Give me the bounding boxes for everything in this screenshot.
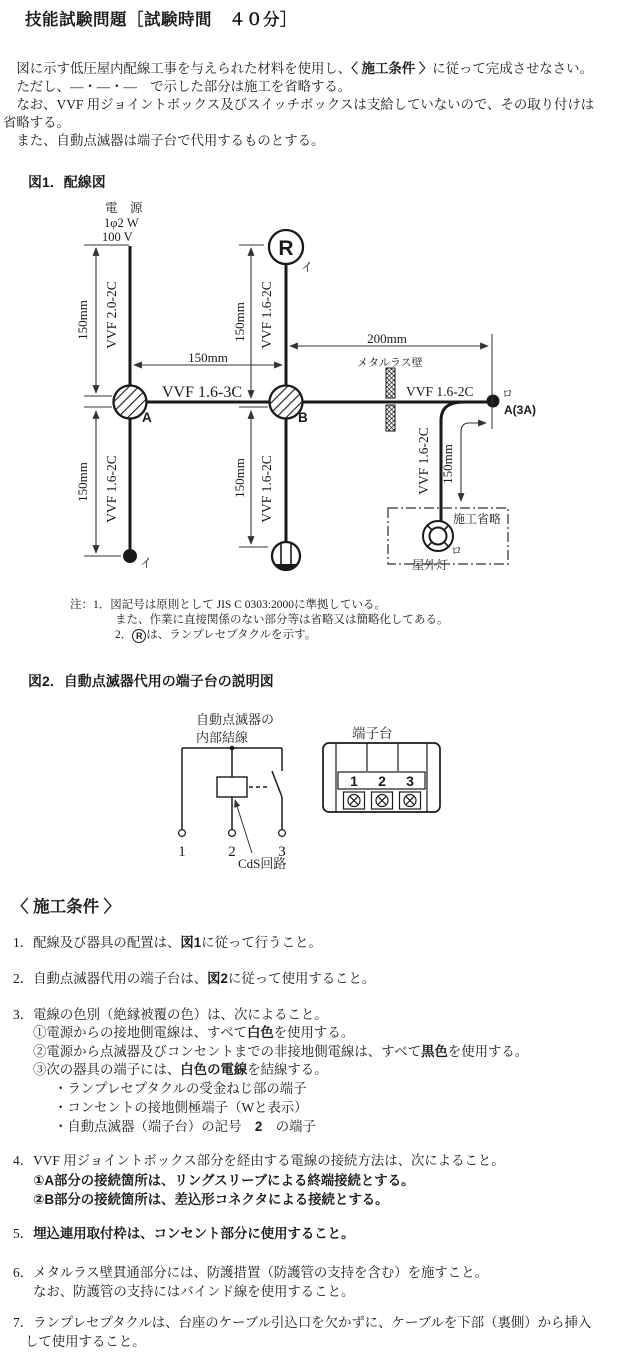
power-source-label: 電 源 [105, 201, 143, 215]
outdoor-light-label: 屋外灯 [412, 558, 449, 572]
internal-terminal-1: 1 [178, 844, 186, 860]
page-title: 技能試験問題［試験時間 ４０分］ [25, 11, 297, 29]
intro-line-3: なお、VVF 用ジョイントボックス及びスイッチボックスは支給していないので、その取り付けは [3, 97, 595, 112]
box-b-label: B [298, 410, 308, 425]
cable-label-wall: VVF 1.6-2C [406, 384, 474, 399]
dim-drop-150 [461, 423, 469, 501]
internal-wiring-label-1: 自動点滅器の [196, 712, 275, 727]
block-number-2: 2 [378, 773, 386, 789]
wall-outlet-terminal [487, 395, 500, 408]
dim-label-150-outlet: 150mm [232, 458, 247, 498]
lamp-circuit-mark: イ [301, 260, 314, 274]
cable-label-power: VVF 2.0-2C [104, 281, 119, 349]
condition-item-7-cont: して使用すること。 [25, 1334, 146, 1349]
dim-label-150-power: 150mm [75, 300, 90, 340]
terminal-block-diagram [0, 700, 624, 890]
condition-item-6-cont: なお、防護管の支持にはバインド線を使用すること。 [33, 1284, 355, 1299]
cds-box [217, 777, 247, 797]
power-voltage-label: 100 V [102, 230, 133, 244]
dim-label-150-switch: 150mm [75, 462, 90, 502]
light-circuit-mark: ロ [451, 545, 462, 557]
construction-conditions-ref: 〈 施工条件 〉 [351, 61, 433, 76]
power-phase-label: 1φ2 W [104, 216, 139, 230]
switch-blade [272, 771, 282, 797]
condition-item-6: 6．メタルラス壁貫通部分には、防護措置（防護管の支持を含む）を施すこと。 [13, 1265, 488, 1280]
fig1-note-2: 2． R は、ランプレセプタクルを示す。 [115, 629, 317, 641]
dim-label-150-drop: 150mm [440, 444, 455, 484]
figure2-heading: 図2．自動点滅器代用の端子台の説明図 [28, 673, 274, 689]
internal-wiring [179, 746, 286, 837]
conditions-heading: 〈 施工条件 〉 [12, 898, 121, 916]
block-number-1: 1 [350, 773, 358, 789]
fig1-note-1: 注：1．図記号は原則として JIS C 0303:2000に準拠している。 [70, 599, 386, 611]
cds-pointer-arrow [235, 800, 252, 853]
dim-label-150-ab: 150mm [188, 350, 228, 365]
outlet-symbol [272, 542, 300, 570]
intro-line-4: 省略する。 [3, 115, 70, 130]
switch-circuit-mark: イ [140, 556, 153, 570]
condition-item-3-bullet-3: ・自動点滅器（端子台）の記号 2 の端子 [54, 1119, 316, 1134]
figure1-heading: 図1．配線図 [28, 174, 106, 190]
switch-symbol [123, 549, 137, 563]
intro-line-2: ただし、―・―・― で示した部分は施工を省略する。 [3, 79, 352, 94]
condition-item-3-1: ①電源からの接地側電線は、すべて白色を使用する。 [33, 1025, 355, 1040]
cable-label-drop: VVF 1.6-2C [416, 427, 431, 495]
outlet-rating-label: A(3A) [504, 403, 536, 417]
block-number-3: 3 [406, 773, 414, 789]
condition-item-3-3: ③次の器具の端子には、白色の電線を結線する。 [33, 1062, 328, 1077]
cable-label-lamp: VVF 1.6-2C [259, 281, 274, 349]
intro-line-5: また、自動点滅器は端子台で代用するものとする。 [3, 133, 325, 148]
box-a-label: A [142, 410, 152, 425]
lamp-receptacle-letter: R [278, 237, 294, 260]
dim-label-200: 200mm [367, 331, 407, 346]
condition-item-3-bullet-1: ・ランプレセプタクルの受金ねじ部の端子 [54, 1081, 307, 1096]
intro-line-1: 図に示す低圧屋内配線工事を与えられた材料を使用し、〈 施工条件 〉に従って完成させなさい。 [3, 61, 593, 76]
metal-lath-wall [386, 368, 395, 431]
internal-terminal-3: 3 [278, 844, 286, 860]
condition-item-2: 2．自動点滅器代用の端子台は、図2に従って使用すること。 [13, 971, 376, 986]
circled-r-icon: R [132, 629, 146, 643]
condition-item-7: 7．ランプレセプタクルは、台座のケーブル引込口を欠かずに、ケーブルを下部（裏側）から挿入 [13, 1315, 592, 1330]
cable-label-switch: VVF 1.6-2C [104, 455, 119, 523]
condition-item-4-1: ①A部分の接続箇所は、リングスリーブによる終端接続とする。 [33, 1173, 415, 1188]
condition-item-1: 1．配線及び器具の配置は、図1に従って行うこと。 [13, 935, 322, 950]
dim-label-150-lamp: 150mm [232, 302, 247, 342]
cable-label-outlet: VVF 1.6-2C [259, 455, 274, 523]
outlet-circuit-mark: ロ [502, 388, 513, 400]
omit-label: 施工省略 [453, 512, 502, 526]
condition-item-3-bullet-2: ・コンセントの接地側極端子（Wと表示） [54, 1100, 308, 1115]
wiring-diagram [0, 0, 624, 600]
condition-item-4-2: ②B部分の接続箇所は、差込形コネクタによる接続とする。 [33, 1192, 389, 1207]
condition-item-4: 4．VVF 用ジョイントボックス部分を経由する電線の接続方法は、次によること。 [13, 1153, 505, 1168]
condition-item-5: 5．埋込連用取付枠は、コンセント部分に使用すること。 [13, 1226, 355, 1241]
internal-wiring-label-2: 内部結線 [196, 730, 249, 745]
terminal-block-label: 端子台 [352, 726, 393, 741]
condition-item-3: 3．電線の色別（絶縁被覆の色）は、次によること。 [13, 1007, 328, 1022]
condition-item-3-2: ②電源から点滅器及びコンセントまでの非接地側電線は、すべて黒色を使用する。 [33, 1044, 529, 1059]
fig1-note-1b: また、作業に直接関係のない部分等は省略又は簡略化してある。 [115, 614, 449, 626]
wall-label: メタルラス壁 [357, 357, 423, 369]
cds-label: CdS回路 [238, 856, 287, 871]
outdoor-light-symbol [423, 521, 453, 551]
internal-terminal-2: 2 [228, 844, 236, 860]
cable-label-ab: VVF 1.6-3C [162, 384, 243, 401]
